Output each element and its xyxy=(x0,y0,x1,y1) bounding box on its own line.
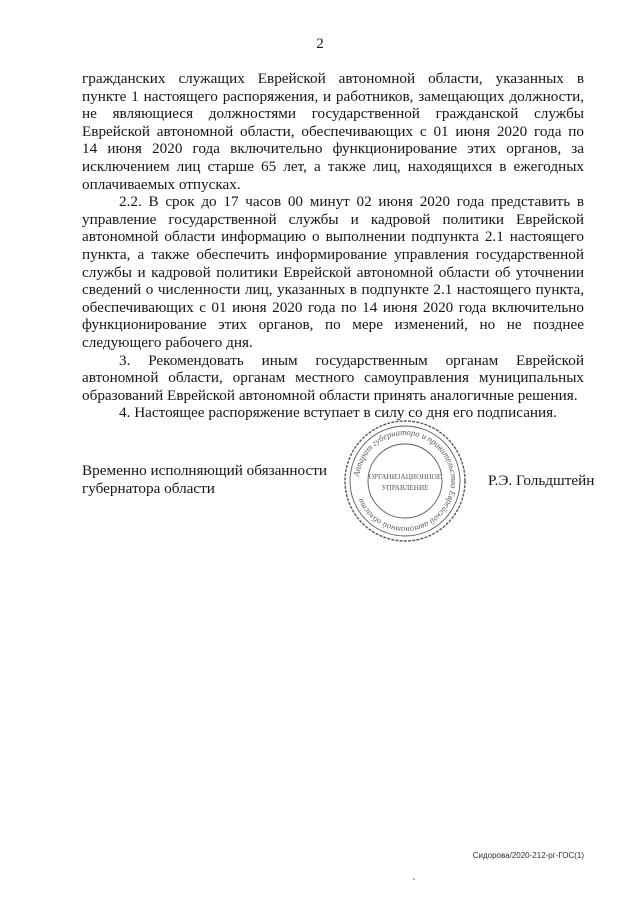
text-line: образований Еврейской автономной области принять аналогичные решения. xyxy=(82,386,578,404)
text-line: 2.2. В срок до 17 часов 00 минут 02 июня 2020 года представить в xyxy=(119,193,584,211)
stamp-center-ring xyxy=(368,444,442,518)
text-line: обеспечивающих с 01 июня 2020 года по 14 июня 2020 года включительно xyxy=(82,298,584,316)
text-line: 14 июня 2020 года включительно функционирование этих органов, за xyxy=(82,140,584,158)
text-line: гражданских служащих Еврейской автономной области, указанных в xyxy=(82,70,584,87)
text-line: не являющиеся должностями государственной гражданской службы xyxy=(82,105,584,123)
text-line: функционирование этих органов, по мере изменений, но не позднее xyxy=(82,316,584,334)
text-line: 3. Рекомендовать иным государственным органам Еврейской xyxy=(119,351,584,369)
text-line: службы и кадровой политики Еврейской автономной области об уточнении xyxy=(82,263,584,281)
text-line: автономной области, органам местного самоуправления муниципальных xyxy=(82,369,584,387)
signer-name: Р.Э. Гольдштейн xyxy=(488,472,595,489)
text-line: пункте 1 настоящего распоряжения, и работников, замещающих должности, xyxy=(82,87,584,105)
text-line: сведений о численности лиц, указанных в подпункте 2.1 настоящего пункта, xyxy=(82,281,584,299)
official-seal-stamp xyxy=(340,416,470,546)
document-body xyxy=(82,70,584,422)
stamp-outer-ring xyxy=(345,421,465,541)
text-line: оплачиваемых отпусках. xyxy=(82,175,241,193)
text-line: исключением лиц старше 65 лет, а также лиц, находящихся в ежегодных xyxy=(82,157,584,175)
signatory-title-line: Временно исполняющий обязанности xyxy=(82,462,328,479)
stamp-inner-ring xyxy=(350,426,460,536)
stamp-ring-text: Аппарат губернатора и правительства Еврейской автономной области xyxy=(351,426,460,536)
text-line: управление государственной службы и кадровой политики Еврейской xyxy=(82,210,584,228)
text-line: пункта, а также обеспечить информирование управления государственной xyxy=(82,245,584,263)
paragraph-continuation xyxy=(82,70,584,193)
text-line: Еврейской автономной области, обеспечивающих с 01 июня 2020 года по xyxy=(82,122,584,140)
page-number: 2 xyxy=(316,36,324,52)
paragraph-4 xyxy=(82,404,584,422)
paragraph-3 xyxy=(82,352,584,405)
signatory-title xyxy=(82,462,327,498)
paragraph-2-2 xyxy=(82,193,584,351)
text-line: 4. Настоящее распоряжение вступает в силу со дня его подписания. xyxy=(119,404,557,422)
signatory-title-line: губернатора области xyxy=(82,480,215,497)
stamp-center-text-2: УПРАВЛЕНИЕ xyxy=(381,484,429,492)
text-line: автономной области информацию о выполнении подпункта 2.1 настоящего xyxy=(82,228,584,246)
scan-speck xyxy=(413,878,415,880)
document-reference: Сидорова/2020-212-рг-ГОС(1) xyxy=(472,851,584,860)
stamp-center-text-1: ОРГАНИЗАЦИОННОЕ xyxy=(368,473,442,481)
text-line: следующего рабочего дня. xyxy=(82,333,253,351)
